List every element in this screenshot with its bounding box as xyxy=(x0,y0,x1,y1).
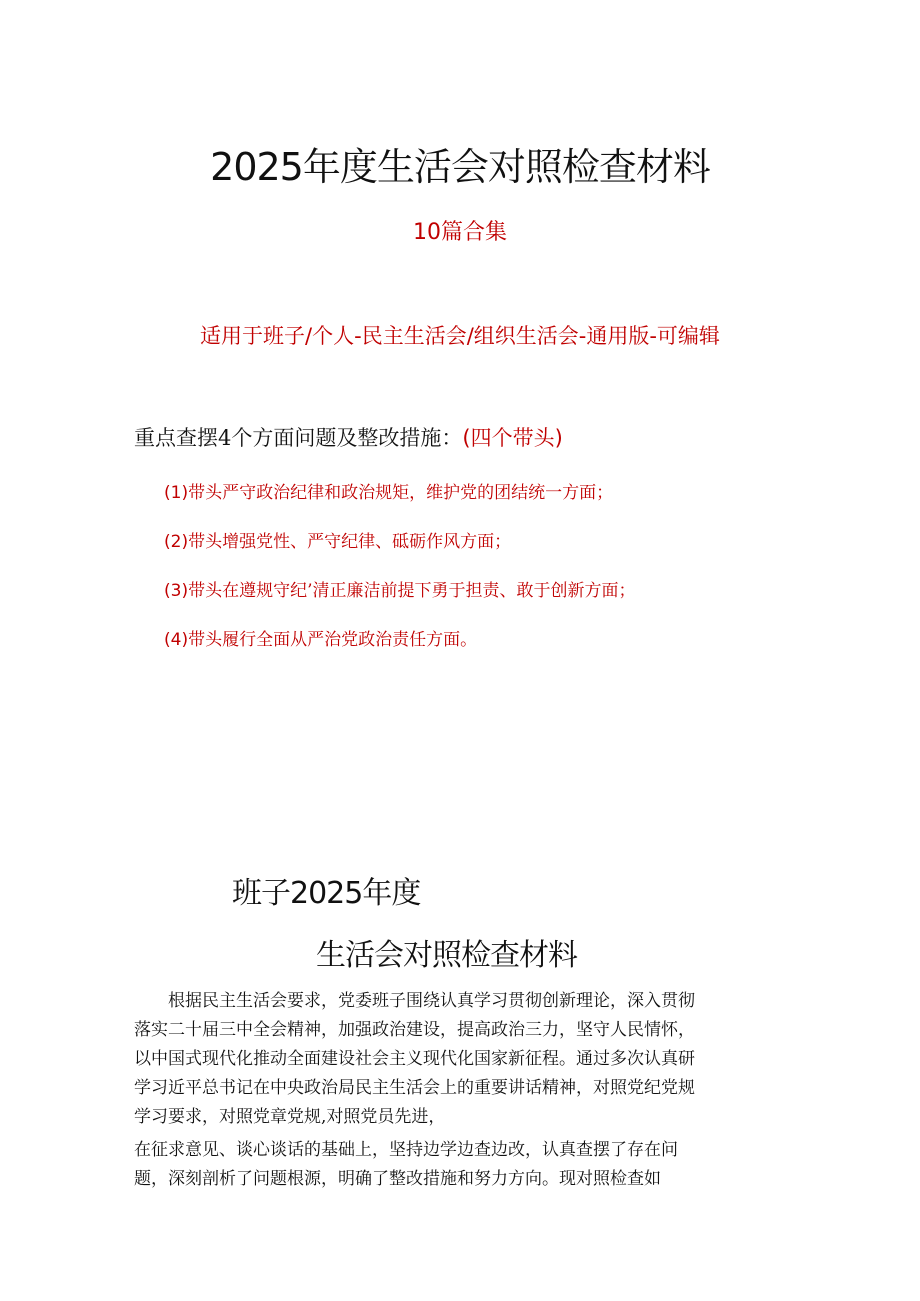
applies-to-note: 适用于班子/个人-民主生活会/组织生活会-通用版-可编辑 xyxy=(200,324,720,348)
paragraph-line: 题，深刻剖析了问题根源，明确了整改措施和努力方向。现对照检查如 xyxy=(134,1169,661,1189)
paragraph-line: 学习近平总书记在中央政治局民主生活会上的重要讲话精神，对照党纪党规 xyxy=(134,1078,695,1098)
focus-item-text: 带头增强党性、严守纪律、砥砺作风方面； xyxy=(188,532,512,552)
focus-heading-text: 重点查摆4个方面问题及整改措施： xyxy=(134,426,463,450)
focus-heading xyxy=(134,422,563,452)
focus-item-text: 带头履行全面从严治党政治责任方面。 xyxy=(188,630,478,650)
focus-item-3 xyxy=(164,576,636,601)
document-subtitle: 10篇合集 xyxy=(413,220,507,245)
focus-item-number: (4) xyxy=(164,630,189,650)
body-paragraph-1 xyxy=(134,987,794,1132)
focus-item-text: 带头严守政治纪律和政治规矩，维护党的团结统一方面； xyxy=(188,483,614,503)
section-title-line-1: 班子2025年度 xyxy=(232,876,421,911)
focus-heading-red: (四个带头) xyxy=(462,426,563,450)
body-paragraph-2 xyxy=(134,1136,794,1194)
focus-item-number: (1) xyxy=(164,483,189,503)
document-title: 2025年度生活会对照检查材料 xyxy=(210,145,710,189)
section-title-line-2: 生活会对照检查材料 xyxy=(316,938,577,973)
focus-item-number: (2) xyxy=(164,532,189,552)
paragraph-line: 学习要求，对照党章党规,对照党员先进， xyxy=(134,1107,446,1127)
focus-item-1 xyxy=(164,478,613,503)
focus-item-number: (3) xyxy=(164,581,189,601)
paragraph-line: 在征求意见、谈心谈话的基础上，坚持边学边查边改，认真查摆了存在问 xyxy=(134,1140,678,1160)
paragraph-line: 根据民主生活会要求，党委班子围绕认真学习贯彻创新理论，深入贯彻 xyxy=(168,991,695,1011)
focus-item-4 xyxy=(164,625,477,650)
focus-item-text: 带头在遵规守纪’清正廉洁前提下勇于担责、敢于创新方面； xyxy=(188,581,636,601)
focus-item-2 xyxy=(164,527,511,552)
paragraph-line: 落实二十届三中全会精神，加强政治建设，提高政治三力，坚守人民情怀， xyxy=(134,1020,695,1040)
paragraph-line: 以中国式现代化推动全面建设社会主义现代化国家新征程。通过多次认真研 xyxy=(134,1049,695,1069)
